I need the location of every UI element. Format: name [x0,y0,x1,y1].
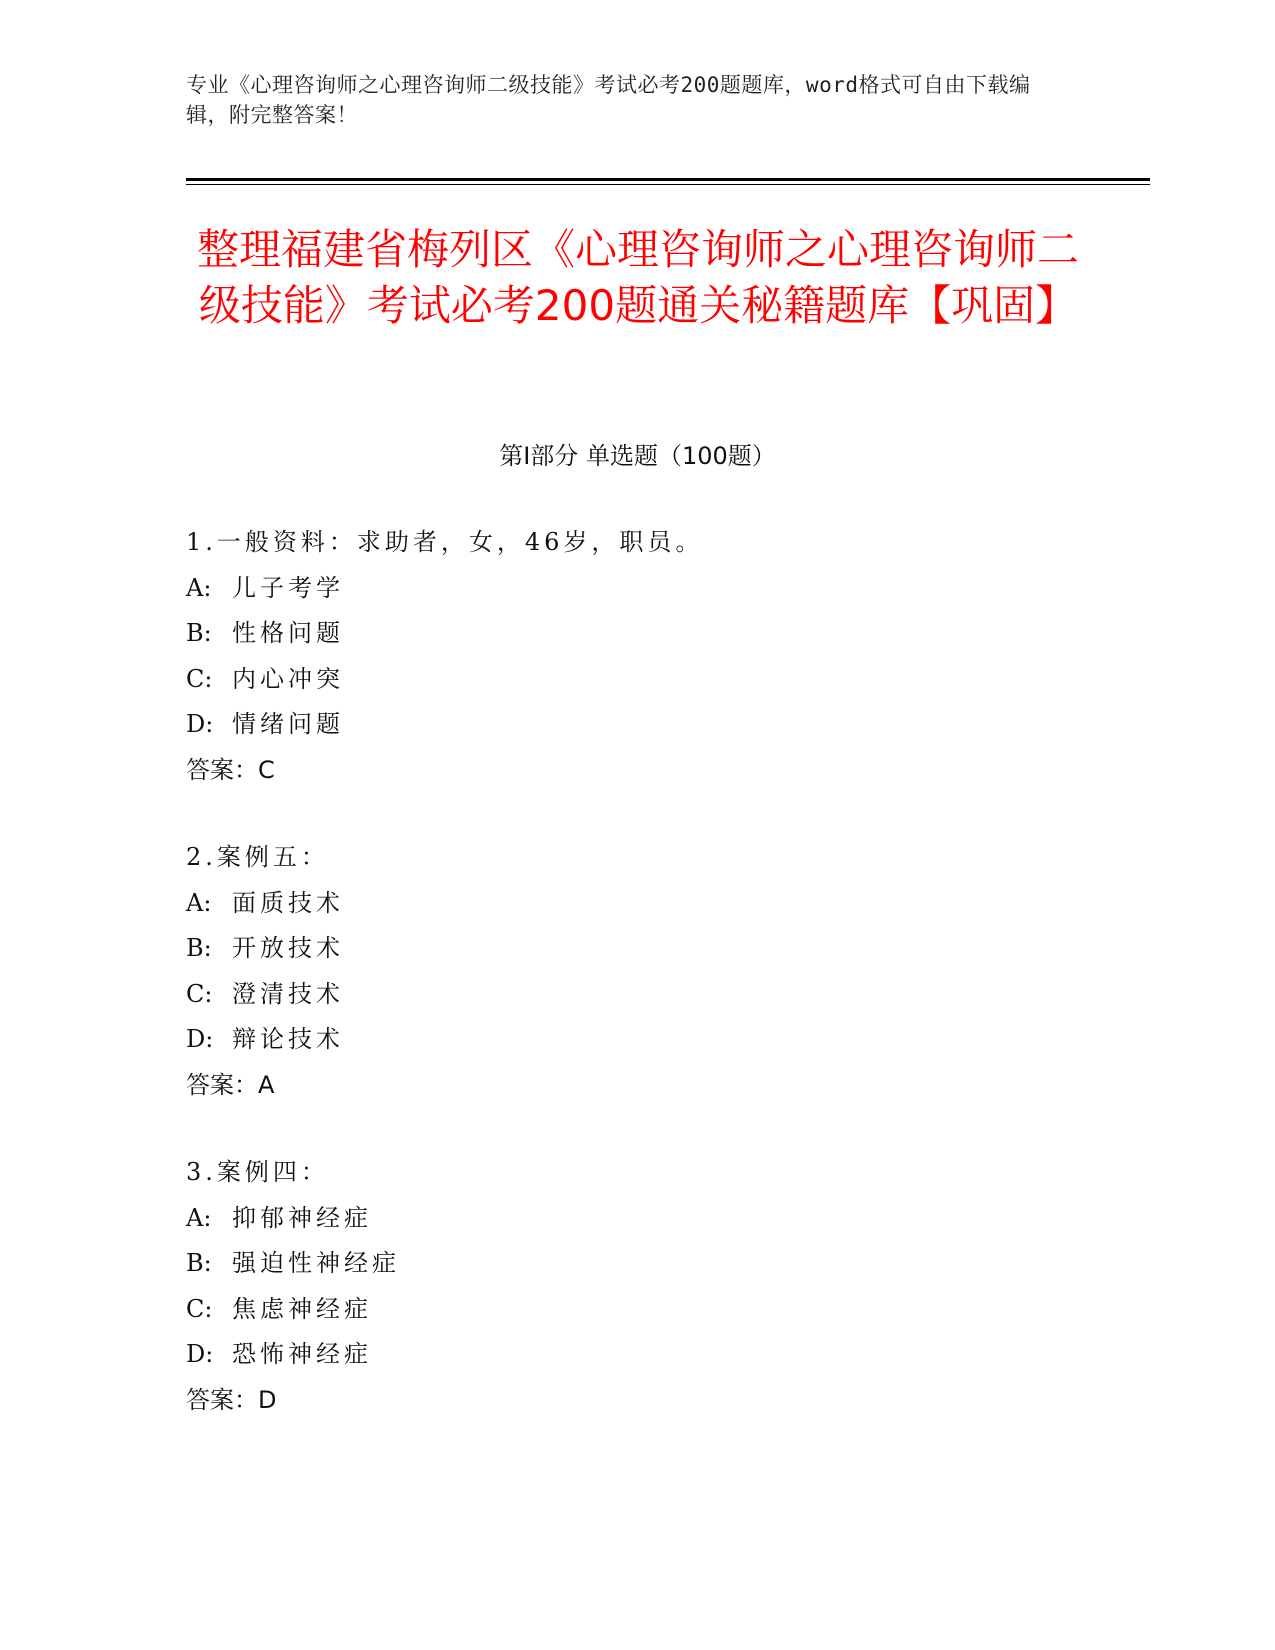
option-c [186,1287,1086,1333]
option-text: 辩论技术 [232,1025,344,1053]
option-text: 开放技术 [232,934,344,962]
option-text: 儿子考学 [232,573,344,602]
question-block [186,1150,1086,1423]
option-b [186,926,1086,972]
question-block [186,520,1086,793]
option-c [186,972,1086,1018]
option-key: C: [186,664,213,693]
option-key: B: [186,934,212,962]
option-key: C: [186,979,213,1008]
header-note: 专业《心理咨询师之心理咨询师二级技能》考试必考200题题库，word格式可自由下载编辑，附完整答案！ [186,73,1031,127]
option-d [186,702,1086,748]
question-stem: 2.案例五： [186,843,329,871]
option-text: 情绪问题 [232,710,344,738]
option-text: 澄清技术 [232,979,344,1008]
option-a [186,1196,1086,1242]
option-text: 强迫性神经症 [232,1249,400,1277]
option-key: D: [186,710,214,738]
option-text: 性格问题 [232,619,344,647]
option-text: 恐怖神经症 [232,1340,372,1368]
answer-line: 答案：C [186,755,275,784]
header-divider-thick [186,178,1150,181]
option-d [186,1332,1086,1378]
option-d [186,1017,1086,1063]
question-stem: 3.案例四： [186,1158,329,1186]
question-stem: 1.一般资料：求助者，女，46岁，职员。 [186,528,704,556]
option-key: A: [186,888,212,917]
section-heading: 第Ⅰ部分 单选题（100题） [499,442,776,470]
option-b [186,611,1086,657]
option-key: D: [186,1025,214,1053]
option-key: B: [186,1249,212,1277]
option-text: 面质技术 [232,888,344,917]
document-title: 整理福建省梅列区《心理咨询师之心理咨询师二级技能》考试必考200题通关秘籍题库【巩固】 [196,225,1079,330]
option-a [186,566,1086,612]
option-text: 焦虑神经症 [232,1294,372,1323]
option-key: A: [186,573,212,602]
option-key: D: [186,1340,214,1368]
option-text: 内心冲突 [232,664,344,693]
header-divider-thin [186,184,1150,185]
option-a [186,881,1086,927]
option-key: C: [186,1294,213,1323]
option-key: A: [186,1203,212,1232]
option-text: 抑郁神经症 [232,1203,372,1232]
question-block [186,835,1086,1108]
answer-line: 答案：D [186,1385,277,1414]
answer-line: 答案：A [186,1070,275,1099]
option-key: B: [186,619,212,647]
option-c [186,657,1086,703]
option-b [186,1241,1086,1287]
